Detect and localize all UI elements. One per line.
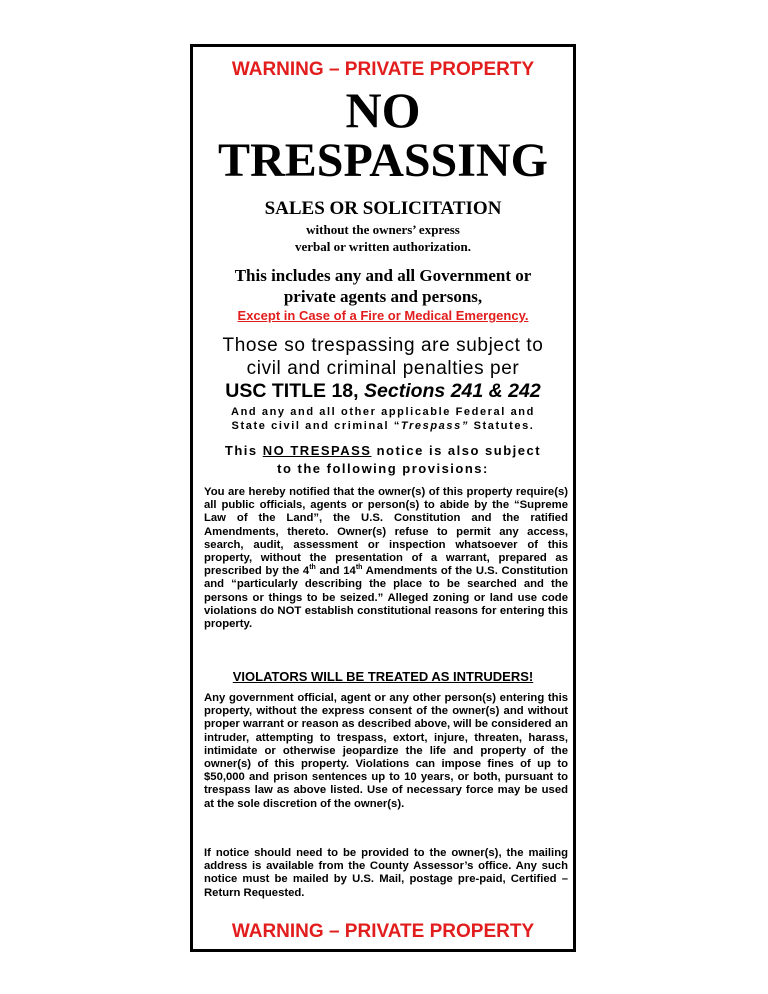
usc-prefix: USC TITLE 18, [225, 380, 364, 402]
notice-pre: This [224, 443, 263, 458]
superscript-th-2: th [355, 564, 363, 572]
emergency-exception: Except in Case of a Fire or Medical Emergency. [237, 308, 529, 323]
title-trespassing: TRESPASSING [218, 134, 548, 187]
notice-line-1 [193, 443, 573, 459]
federal-line-1: And any and all other applicable Federal and [231, 406, 535, 418]
no-trespassing-sign [190, 44, 576, 952]
paragraph1-part-c: Amendments of the U.S. Constitution and “particularly describing the place to be searched and the persons or things to be seized.” Alleged zoning or land use code violations do NOT establish constitutional reasons for entering this property. [204, 565, 569, 631]
federal-line-2 [193, 419, 573, 433]
includes-line-1: This includes any and all Government or [234, 266, 532, 285]
title-no: NO [345, 82, 421, 138]
paragraph1-part-b: and 14 [315, 565, 356, 578]
notice-line-2: to the following provisions: [277, 461, 489, 476]
penalties-line-2: civil and criminal penalties per [246, 358, 520, 379]
superscript-th-1: th [309, 564, 316, 572]
authorization-line-2: verbal or written authorization. [295, 239, 471, 254]
usc-title-line [193, 379, 573, 403]
warning-heading-top: WARNING – PRIVATE PROPERTY [231, 59, 535, 80]
federal-line-2-em: Trespass” [400, 420, 469, 432]
usc-sections: Sections 241 & 242 [364, 380, 541, 402]
authorization-line-1: without the owners’ express [306, 222, 460, 237]
notice-no-trespass: NO TRESPASS [262, 443, 372, 458]
provisions-paragraph [204, 486, 568, 631]
mailing-notice-paragraph: If notice should need to be provided to the owner(s), the mailing address is available from the County Assessor’s office. Any such notice must be mailed by U.S. Mail, postage pre-paid, Certified – Return Requested. [204, 847, 568, 899]
warning-heading-bottom: WARNING – PRIVATE PROPERTY [231, 921, 535, 942]
notice-post: notice is also subject [371, 443, 542, 458]
federal-line-2-pre: State civil and criminal “ [231, 420, 401, 432]
intruders-paragraph: Any government official, agent or any other person(s) entering this property, without the express consent of the owner(s) and without proper warrant or reason as described above, will be considered an intruder, attempting to trespass, extort, injure, threaten, harass, intimidate or otherwise jeopardize the life and property of the owner(s) of this property. Violations can impose fines of up to $50,000 and prison sentences up to 10 years, or both, pursuant to trespass law as above listed. Use of necessary force may be used at the sole discretion of the owner(s). [204, 692, 568, 810]
includes-line-2: private agents and persons, [283, 287, 483, 306]
penalties-line-1: Those so trespassing are subject to [222, 335, 544, 356]
federal-line-2-post: Statutes. [468, 420, 535, 432]
sales-solicitation-heading: SALES OR SOLICITATION [264, 198, 502, 219]
violators-heading: VIOLATORS WILL BE TREATED AS INTRUDERS! [232, 669, 534, 684]
paragraph1-part-a: You are hereby notified that the owner(s) of this property require(s) all public officials, agents or person(s) to abide by the “Supreme Law of the Land”, the U.S. Constitution and the ratified Amendments, thereto. Owner(s) refuse to permit any access, search, audit, assessment or inspection whatsoever of this property, without the presentation of a warrant, prepared as prescribed by the 4 [204, 486, 568, 578]
